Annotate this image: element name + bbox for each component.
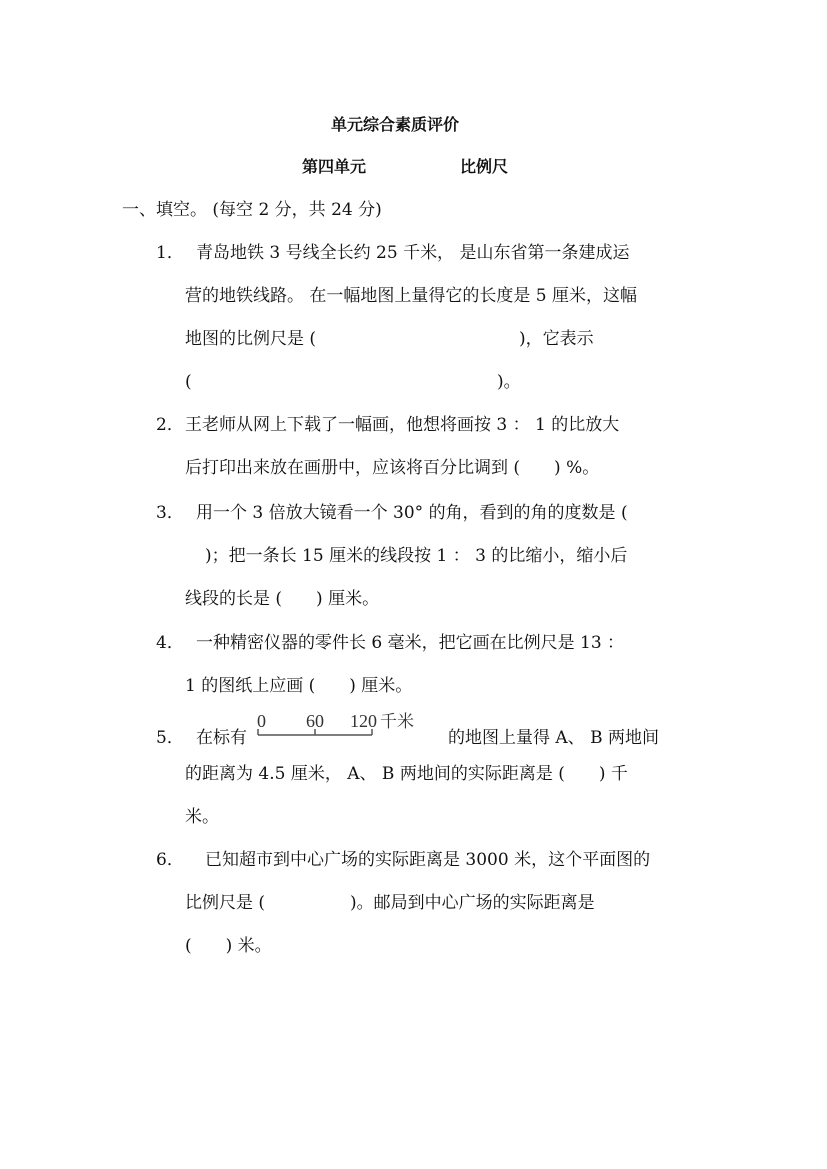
- unit-label: 第四单元: [302, 157, 367, 176]
- topic-label: 比例尺: [460, 157, 509, 176]
- q1-line3a: 地图的比例尺是 (: [185, 329, 317, 349]
- q1-line4a: (: [185, 372, 192, 392]
- q5-line1: 的地图上量得 A、 B 两地间: [448, 728, 659, 748]
- scale-unit: 千米: [380, 712, 414, 731]
- q5-line2: 的距离为 4.5 厘米， A、 B 两地间的实际距离是 ( ) 千: [185, 764, 628, 784]
- q5-number: 5．: [156, 728, 184, 748]
- q5-prefix: 在标有: [196, 728, 247, 748]
- q5-line3: 米。: [185, 807, 219, 827]
- scale-label-60: 60: [306, 711, 324, 731]
- q2-number: 2．: [156, 415, 184, 435]
- section-heading: 一、填空。 (每空 2 分，共 24 分): [122, 200, 382, 220]
- q3-number: 3．: [156, 503, 184, 523]
- q1-line2: 营的地铁线路。 在一幅地图上量得它的长度是 5 厘米，这幅: [185, 286, 638, 306]
- q1-number: 1．: [156, 243, 184, 263]
- q1-line3b: )，它表示: [519, 329, 594, 349]
- q4-line1: 一种精密仪器的零件长 6 毫米，把它画在比例尺是 13 ：: [196, 633, 625, 653]
- q4-number: 4．: [156, 633, 184, 653]
- q1-line4b: )。: [497, 372, 521, 392]
- q3-line2: )；把一条长 15 厘米的线段按 1 ： 3 的比缩小，缩小后: [205, 546, 628, 566]
- scale-label-0: 0: [257, 711, 266, 731]
- page-title: 单元综合素质评价: [331, 115, 460, 134]
- q3-line1: 用一个 3 倍放大镜看一个 30° 的角，看到的角的度数是 (: [196, 503, 628, 523]
- q3-line3: 线段的长是 ( ) 厘米。: [185, 589, 380, 609]
- q6-line3: ( ) 米。: [185, 936, 272, 956]
- q2-line1: 王老师从网上下载了一幅画，他想将画按 3 ： 1 的比放大: [185, 415, 620, 435]
- q1-line1: 青岛地铁 3 号线全长约 25 千米， 是山东省第一条建成运: [196, 243, 630, 263]
- scale-label-120: 120: [350, 711, 377, 731]
- q2-line2: 后打印出来放在画册中，应该将百分比调到 ( ) %。: [185, 458, 600, 478]
- q6-line2: 比例尺是 ( )。邮局到中心广场的实际距离是: [185, 893, 595, 913]
- q4-line2: 1 的图纸上应画 ( ) 厘米。: [185, 676, 413, 696]
- q6-line1: 已知超市到中心广场的实际距离是 3000 米，这个平面图的: [205, 850, 651, 870]
- q6-number: 6．: [156, 850, 184, 870]
- scale-bar: [256, 711, 436, 739]
